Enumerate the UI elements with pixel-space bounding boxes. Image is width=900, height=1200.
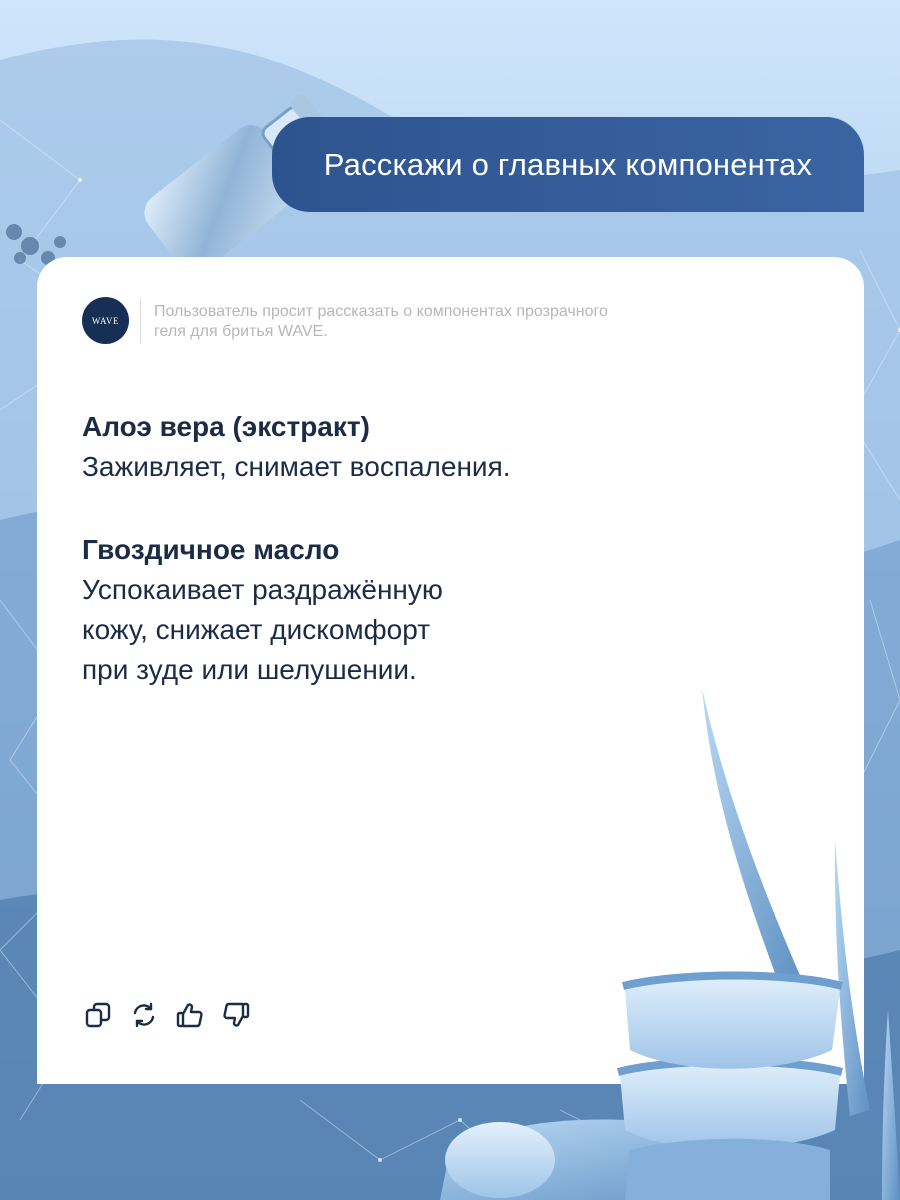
avatar-logo-text: WAVE [91, 315, 120, 326]
component-description: Успокаивает раздражённую кожу, снижает дискомфорт при зуде или шелушении. [82, 574, 443, 685]
avatar [82, 297, 129, 344]
reasoning-summary: Пользователь просит рассказать о компонентах прозрачного геля для бритья WAVE. [154, 303, 608, 340]
user-message-text: Расскажи о главных компонентах [323, 146, 813, 182]
regenerate-icon[interactable] [130, 1001, 158, 1029]
copy-icon[interactable] [84, 1001, 112, 1029]
intro-divider [140, 299, 141, 343]
component-title: Алоэ вера (экстракт) [82, 411, 370, 442]
thumbs-down-icon[interactable] [222, 1001, 250, 1029]
component-description: Заживляет, снимает воспаления. [82, 451, 511, 482]
user-message-bubble [272, 117, 864, 212]
component-section-aloe [82, 407, 642, 487]
component-title: Гвоздичное масло [82, 534, 340, 565]
aloe-vera-illustration [430, 680, 900, 1200]
thumbs-up-icon[interactable] [176, 1001, 204, 1029]
message-actions [84, 1001, 250, 1029]
component-section-clove-oil [82, 530, 552, 690]
